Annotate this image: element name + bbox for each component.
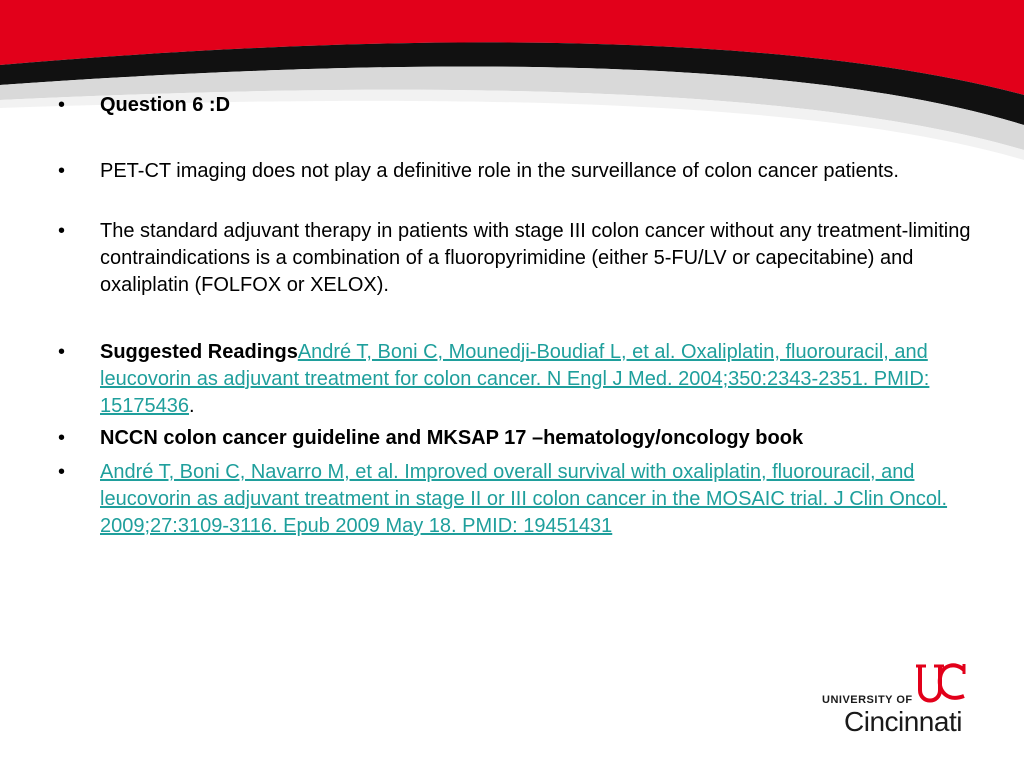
answer-point-pet-ct: PET-CT imaging does not play a definitive role in the surveillance of colon cancer patients. <box>100 160 899 182</box>
bullet-marker: • <box>58 461 66 483</box>
bullet-marker: • <box>58 160 66 182</box>
suggested-readings-label: Suggested Readings <box>100 341 298 363</box>
logo-university-of-text: UNIVERSITY OF <box>822 694 913 706</box>
header-swoosh-band <box>0 0 1024 170</box>
suggested-readings-item <box>100 339 980 420</box>
bullet-marker: • <box>58 220 66 242</box>
bullet-marker: • <box>58 341 66 363</box>
mosaic-reference-item <box>100 459 980 540</box>
bullet-marker: • <box>58 94 66 116</box>
reference-link-andre-2009[interactable]: André T, Boni C, Navarro M, et al. Improved overall survival with oxaliplatin, fluorouracil, and leucovorin as adjuvant treatment in stage II or III colon cancer in the MOSAIC trial. J Clin Oncol. 2009;27:3109-3116. Epub 2009 May 18. PMID: 19451431 <box>100 461 948 537</box>
question-label: Question 6 :D <box>100 94 231 116</box>
answer-point-adjuvant-therapy: The standard adjuvant therapy in patients with stage III colon cancer without any treatment-limiting contraindications is a combination of a fluoropyrimidine (either 5-FU/LV or capecitabine) and oxaliplatin (FOLFOX or XELOX). <box>100 220 971 296</box>
nccn-guideline-item: NCCN colon cancer guideline and MKSAP 17 –hematology/oncology book <box>100 427 804 449</box>
reference-suffix: . <box>188 395 195 417</box>
logo-cincinnati-text: Cincinnati <box>844 706 962 737</box>
reference-link-andre-2004[interactable]: André T, Boni C, Mounedji-Boudiaf L, et al. Oxaliplatin, fluorouracil, and leucovorin as adjuvant treatment for colon cancer. N Engl J Med. 2004;350:2343-2351. PMID: 15175436 <box>100 341 930 417</box>
university-of-cincinnati-logo <box>822 660 982 740</box>
bullet-marker: • <box>58 427 66 449</box>
